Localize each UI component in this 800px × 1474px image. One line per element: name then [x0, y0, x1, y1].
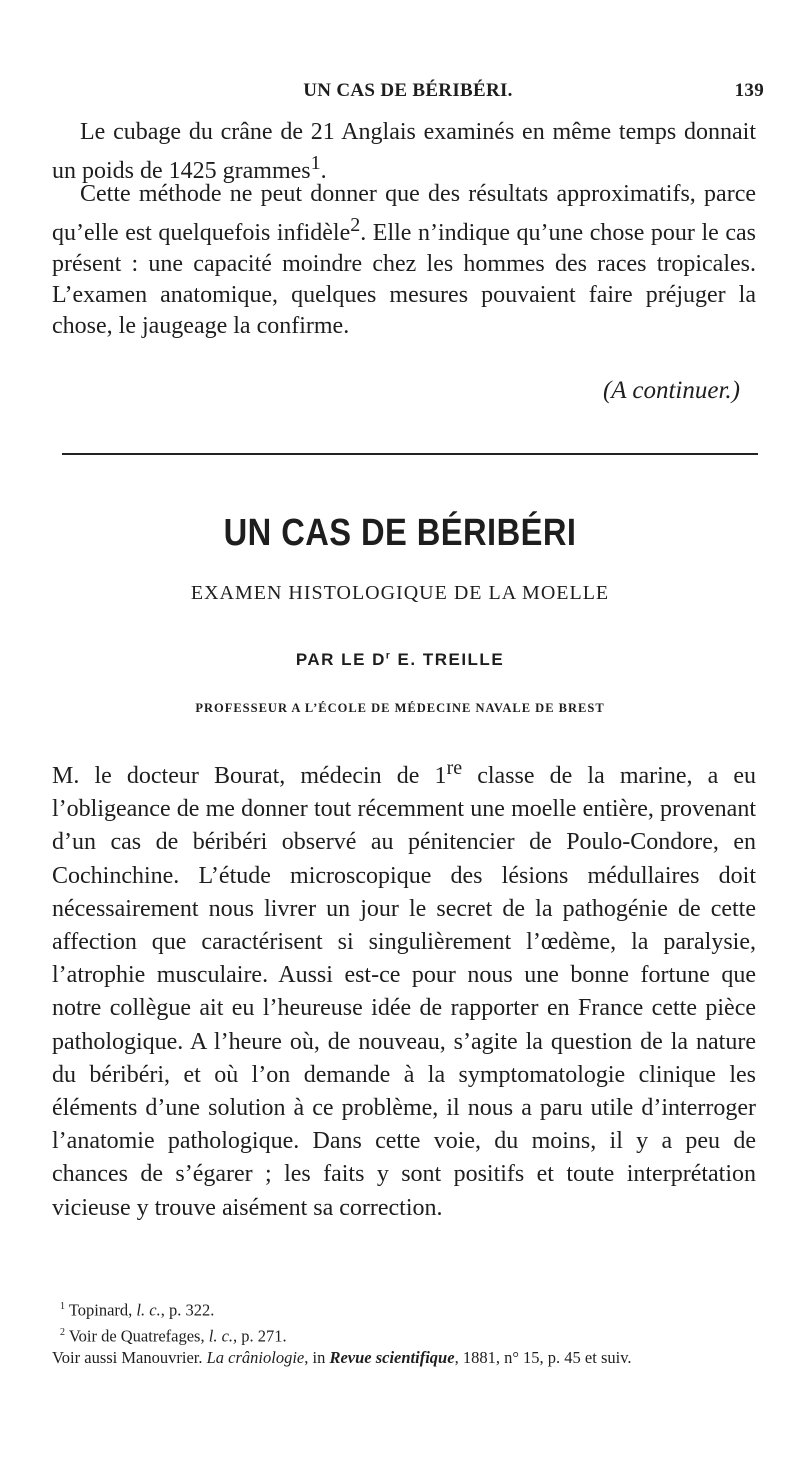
page-number: 139 — [734, 80, 764, 101]
footnote-1: $^1$ Topinard, l. c., p. 322. — [60, 1300, 215, 1320]
article-body-paragraph: M. le docteur Bourat, médecin de 1re classe de la marine, a eu l’obligeance de me donner tout récemment une moelle entière, provenant d’un cas de béribéri observé au pénitencier de Poulo-Condore, en Cochinchine. L’étude microscopique des lésions médullaires doit nécessairement nous livrer un jour le secret de la pathogénie de cette affection que caractérisent si singulièrement l’œdème, la paralysie, l’atrophie musculaire. Aussi est-ce pour nous une bonne fortune que notre collègue ait eu l’heureuse idée de rapporter en France cette pièce pathologique. A l’heure où, de nouveau, s’agite la question de la nature du béribéri, et où l’on demande à la symptomatologie clinique les éléments d’une solution à ce problème, il nous a paru utile d’interroger l’anatomie pathologique. Dans cette voie, du moins, il y a peu de chances de s’égarer ; les faits y sont positifs et toute interprétation vicieuse y trouve aisément sa correction. — [52, 757, 756, 1221]
intro-paragraph-1: Le cubage du crâne de 21 Anglais examinés en même temps donnait un poids de 1425 grammes$^1$. — [52, 119, 756, 185]
footnote-ref-1: 1 — [310, 152, 321, 175]
continuation-note: (A continuer.) — [602, 377, 740, 404]
running-head-title: UN CAS DE BÉRIBÉRI. — [303, 80, 513, 101]
article-subtitle: EXAMEN HISTOLOGIQUE DE LA MOELLE — [190, 582, 610, 604]
article-title: UN CAS DE BÉRIBÉRI — [223, 512, 577, 554]
footnote-ref-2: 2 — [350, 214, 361, 237]
section-divider — [62, 453, 758, 455]
running-head — [52, 80, 764, 106]
intro-paragraph-2: Cette méthode ne peut donner que des résultats approximatifs, parce qu’elle est quelquefois infidèle$^2$. Elle n’indique qu’une chose pour le cas présent : une capacité moindre chez les hommes des races tropicales. L’examen anatomique, quelques mesures pouvaient faire préjuger la chose, le jaugeage la confirme. — [52, 181, 756, 340]
author-affiliation: PROFESSEUR A L’ÉCOLE DE MÉDECINE NAVALE DE BREST — [195, 701, 605, 715]
footnote-2: $^2$ Voir de Quatrefages, l. c., p. 271. — [60, 1326, 287, 1345]
footnote-3: Voir aussi Manouvrier. La crâniologie, in Revue scientifique, 1881, n° 15, p. 45 et suiv. — [52, 1348, 632, 1367]
footnotes — [52, 1296, 764, 1369]
article-author: PAR LE $D^r$ E. TREILLE — [295, 650, 505, 669]
